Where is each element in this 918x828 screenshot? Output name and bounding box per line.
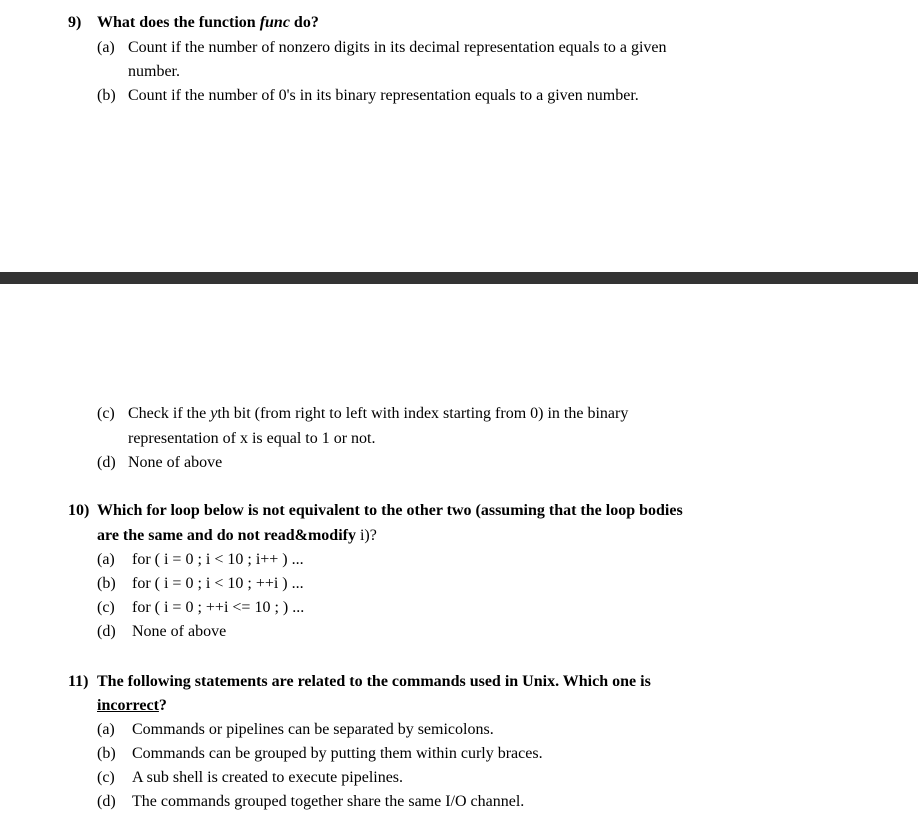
q9-option-c-text-after: th bit (from right to left with index starting from 0) in the binary (217, 405, 629, 422)
q9-option-b-text: Count if the number of 0's in its binary representation equals to a given number. (128, 87, 639, 104)
q11-option-d-text: The commands grouped together share the same I/O channel. (132, 793, 525, 810)
question-11-text: The following statements are related to the commands used in Unix. Which one is (97, 673, 651, 690)
question-10-text-cont-bold: are the same and do not read&modify (97, 527, 360, 544)
question-9-text-before: What does the function (97, 14, 260, 31)
q9-option-c-text-cont: representation of x is equal to 1 or not. (128, 430, 376, 447)
question-10-text-cont-normal: i)? (359, 527, 377, 544)
question-11-text-cont (97, 697, 167, 715)
q11-option-b-label: (b) (97, 745, 116, 762)
q10-option-c-label: (c) (97, 599, 115, 616)
question-9-text-after: do? (289, 14, 319, 31)
q11-option-c-label: (c) (97, 769, 115, 786)
q9-option-b-label: (b) (97, 87, 116, 104)
q10-option-d-label: (d) (97, 623, 116, 640)
q9-option-a-text: Count if the number of nonzero digits in its decimal representation equals to a given (128, 39, 667, 56)
question-11-incorrect-word: incorrect (97, 697, 159, 714)
question-10-text: Which for loop below is not equivalent to the other two (assuming that the loop bodies (97, 502, 683, 519)
question-9-text (97, 14, 319, 32)
q11-option-d-label: (d) (97, 793, 116, 810)
q9-option-c-text (128, 405, 628, 423)
question-11-number: 11) (68, 673, 89, 690)
q10-option-c-text: for ( i = 0 ; ++i <= 10 ; ) ... (132, 599, 305, 616)
question-10-text-cont (97, 527, 377, 545)
q10-option-b-label: (b) (97, 575, 116, 592)
q11-option-a-label: (a) (97, 721, 115, 738)
q10-option-d-text: None of above (132, 623, 227, 640)
q9-option-c-var: y (210, 405, 218, 422)
q9-option-c-text-before: Check if the (128, 405, 211, 422)
question-10-number: 10) (68, 502, 90, 519)
q9-option-d-label: (d) (97, 454, 116, 471)
q10-option-a-label: (a) (97, 551, 115, 568)
question-9-number: 9) (68, 14, 82, 31)
q9-option-a-label: (a) (97, 39, 115, 56)
q9-option-d-text: None of above (128, 454, 223, 471)
q11-option-a-text: Commands or pipelines can be separated by semicolons. (132, 721, 494, 738)
q9-option-a-text-cont: number. (128, 63, 180, 80)
q11-option-b-text: Commands can be grouped by putting them within curly braces. (132, 745, 543, 762)
question-11-question-mark: ? (158, 697, 167, 714)
q9-option-c-label: (c) (97, 405, 115, 422)
question-9-func-name: func (259, 14, 290, 31)
q10-option-a-text: for ( i = 0 ; i < 10 ; i++ ) ... (132, 551, 304, 568)
q11-option-c-text: A sub shell is created to execute pipelines. (132, 769, 404, 786)
page-break-bar (0, 272, 918, 284)
q10-option-b-text: for ( i = 0 ; i < 10 ; ++i ) ... (132, 575, 304, 592)
